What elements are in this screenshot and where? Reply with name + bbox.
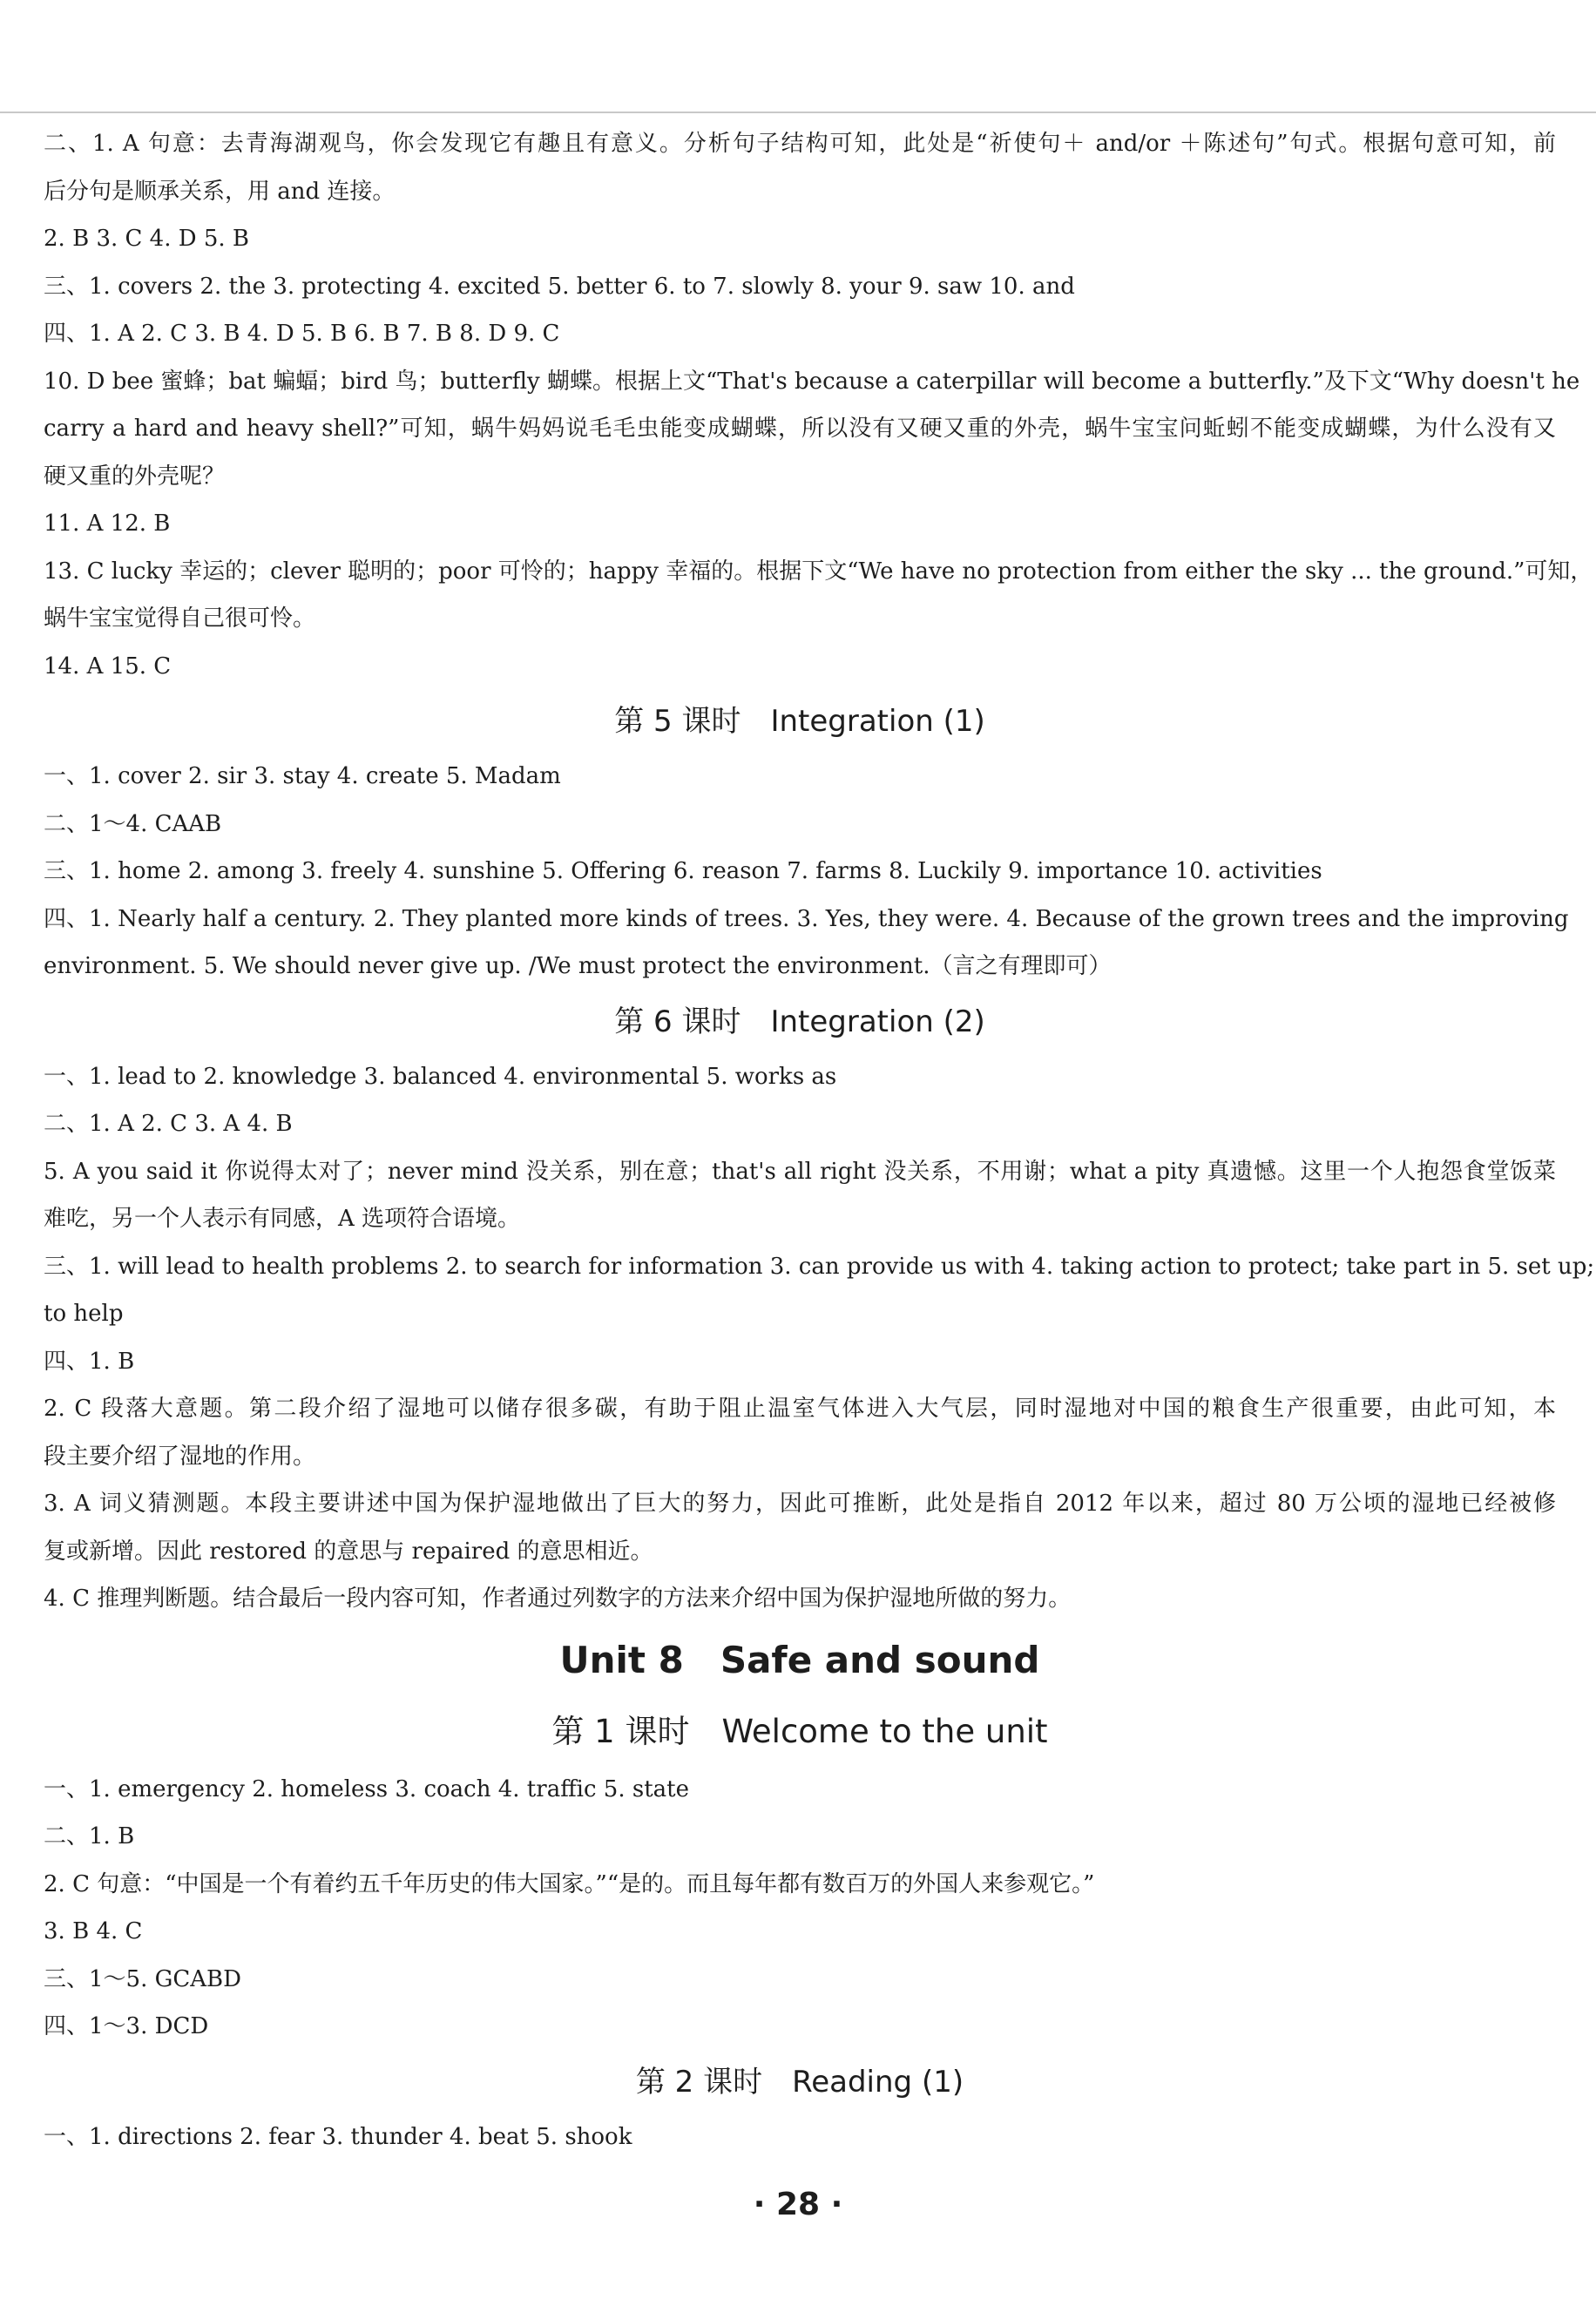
answer-content bbox=[44, 120, 1595, 2161]
text-line: 3. A 词义猜测题。本段主要讲述中国为保护湿地做出了巨大的努力，因此可推断，此处是指自 2012 年以来，超过 80 万公顷的湿地已经被修 bbox=[44, 1491, 1556, 1517]
text-line: 2. B 3. C 4. D 5. B bbox=[44, 226, 250, 252]
text-line: 后分句是顺承关系，用 and 连接。 bbox=[44, 178, 396, 205]
text-line: 四、1. B bbox=[44, 1348, 135, 1375]
text-line: to help bbox=[44, 1301, 124, 1327]
text-line: 三、1. home 2. among 3. freely 4. sunshine 5. Offering 6. reason 7. farms 8. Luckily 9. importance 10. activities bbox=[44, 858, 1322, 884]
text-line: 二、1～4. CAAB bbox=[44, 810, 222, 837]
unit-heading: Unit 8 Safe and sound bbox=[559, 1638, 1040, 1681]
lesson-heading: 第 5 课时 Integration (1) bbox=[614, 704, 985, 739]
lesson-heading: 第 2 课时 Reading (1) bbox=[635, 2064, 964, 2100]
text-line: 13. C lucky 幸运的；clever 聪明的；poor 可怜的；happy 幸福的。根据下文“We have no protection from either the sky ... the ground.”可知， bbox=[44, 558, 1593, 585]
text-line: 三、1. will lead to health problems 2. to search for information 3. can provide us with 4. taking action to protect; take part in 5. set up; bbox=[44, 1253, 1595, 1280]
lesson-heading: 第 1 课时 Welcome to the unit bbox=[551, 1712, 1048, 1750]
text-line: 一、1. emergency 2. homeless 3. coach 4. traffic 5. state bbox=[44, 1775, 690, 1802]
text-line: 四、1～3. DCD bbox=[44, 2013, 209, 2039]
text-line: 二、1. A 2. C 3. A 4. B bbox=[44, 1111, 293, 1137]
text-line: 11. A 12. B bbox=[44, 511, 171, 537]
text-line: 一、1. cover 2. sir 3. stay 4. create 5. Madam bbox=[44, 763, 561, 789]
text-line: 四、1. A 2. C 3. B 4. D 5. B 6. B 7. B 8. D 9. C bbox=[44, 321, 560, 347]
text-line: carry a hard and heavy shell?”可知，蜗牛妈妈说毛毛虫能变成蝴蝶，所以没有又硬又重的外壳，蜗牛宝宝问蚯蚓不能变成蝴蝶，为什么没有又 bbox=[44, 416, 1556, 442]
text-line: 四、1. Nearly half a century. 2. They planted more kinds of trees. 3. Yes, they were. 4. Because of the grown trees and the improving bbox=[44, 905, 1569, 932]
text-line: 硬又重的外壳呢？ bbox=[44, 463, 226, 490]
text-line: 二、1. B bbox=[44, 1823, 135, 1850]
top-rule bbox=[0, 112, 1596, 113]
text-line: 二、1. A 句意：去青海湖观鸟，你会发现它有趣且有意义。分析句子结构可知，此处是“祈使句＋ and/or ＋陈述句”句式。根据句意可知，前 bbox=[44, 131, 1556, 157]
text-line: 三、1. covers 2. the 3. protecting 4. excited 5. better 6. to 7. slowly 8. your 9. saw 10. and bbox=[44, 273, 1075, 300]
text-line: 蜗牛宝宝觉得自己很可怜。 bbox=[44, 605, 316, 632]
lesson-heading: 第 6 课时 Integration (2) bbox=[614, 1004, 985, 1039]
text-line: 三、1～5. GCABD bbox=[44, 1965, 242, 1992]
text-line: 复或新增。因此 restored 的意思与 repaired 的意思相近。 bbox=[44, 1538, 653, 1565]
text-line: 难吃，另一个人表示有同感，A 选项符合语境。 bbox=[44, 1206, 521, 1232]
text-line: 14. A 15. C bbox=[44, 653, 172, 680]
text-line: 一、1. lead to 2. knowledge 3. balanced 4. environmental 5. works as bbox=[44, 1063, 837, 1090]
text-line: environment. 5. We should never give up. /We must protect the environment.（言之有理即可） bbox=[44, 953, 1112, 979]
text-line: 2. C 句意：“中国是一个有着约五千年历史的伟大国家。”“是的。而且每年都有数百万的外国人来参观它。” bbox=[44, 1870, 1095, 1897]
text-line: 2. C 段落大意题。第二段介绍了湿地可以储存很多碳，有助于阻止温室气体进入大气层，同时湿地对中国的粮食生产很重要，由此可知，本 bbox=[44, 1396, 1556, 1422]
text-line: 3. B 4. C bbox=[44, 1918, 143, 1944]
page-number: · 28 · bbox=[753, 2187, 843, 2222]
text-line: 5. A you said it 你说得太对了；never mind 没关系，别在意；that's all right 没关系，不用谢；what a pity 真遗憾。这里一个人抱怨食堂饭菜 bbox=[44, 1158, 1556, 1185]
text-line: 4. C 推理判断题。结合最后一段内容可知，作者通过列数字的方法来介绍中国为保护湿地所做的努力。 bbox=[44, 1586, 1072, 1612]
text-line: 一、1. directions 2. fear 3. thunder 4. beat 5. shook bbox=[44, 2123, 632, 2150]
text-line: 段主要介绍了湿地的作用。 bbox=[44, 1443, 316, 1470]
text-line: 10. D bee 蜜蜂；bat 蝙蝠；bird 鸟；butterfly 蝴蝶。根据上文“That's because a caterpillar will become a butterfly.”及下文“Why doesn't he bbox=[44, 368, 1580, 395]
